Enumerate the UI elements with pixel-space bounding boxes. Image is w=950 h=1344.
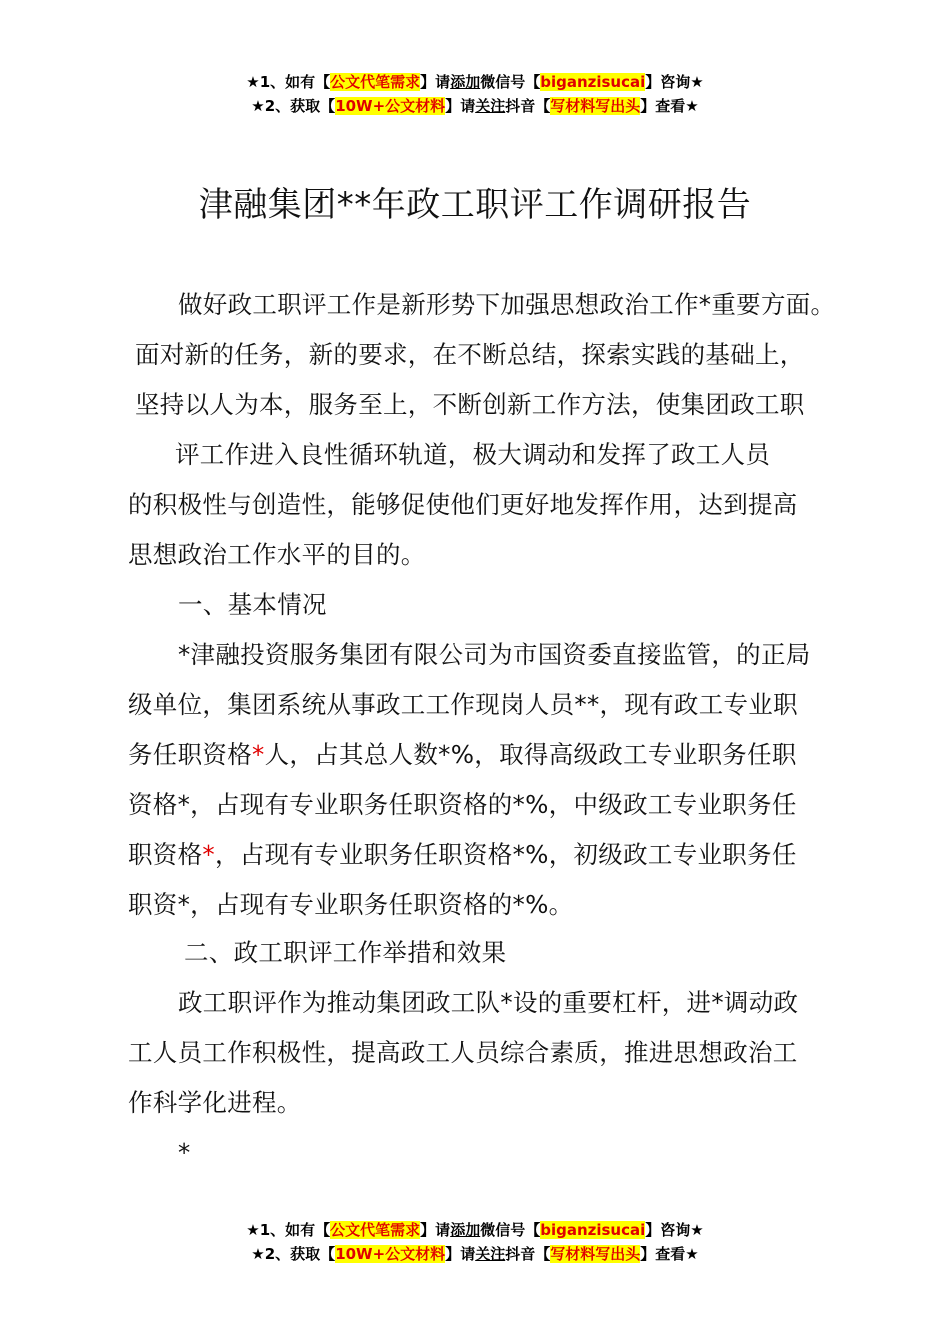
document-title: 津融集团**年政工职评工作调研报告 — [198, 185, 752, 225]
intro-line-4: 评工作进入良性循环轨道，极大调动和发挥了政工人员 — [175, 440, 771, 469]
promo-banner-bottom — [0, 1218, 950, 1266]
promo-line-1: ★1、如有【公文代笔需求】请添加微信号【biganzisucai】咨询★ — [246, 1221, 704, 1239]
intro-line-2: 面对新的任务，新的要求，在不断总结，探索实践的基础上， — [135, 340, 805, 369]
highlight-wechat-id: biganzisucai — [540, 1221, 646, 1239]
basic-line-4: 资格*，占现有专业职务任职资格的*%，中级政工专业职务任 — [128, 790, 797, 819]
red-asterisk: * — [252, 740, 265, 769]
promo-banner-top — [0, 70, 950, 118]
highlight-wechat-id: biganzisucai — [540, 73, 646, 91]
measures-line-2: 工人员工作积极性，提高政工人员综合素质，推进思想政治工 — [128, 1038, 798, 1067]
basic-line-2: 级单位，集团系统从事政工工作现岗人员**，现有政工专业职 — [128, 690, 798, 719]
promo-line-2: ★2、获取【10W+公文材料】请关注抖音【写材料写出头】查看★ — [251, 97, 699, 115]
underlined-add: 添加 — [450, 73, 481, 91]
intro-line-3: 坚持以人为本，服务至上，不断创新工作方法，使集团政工职 — [135, 390, 805, 419]
highlight-douyin: 写材料写出头 — [550, 97, 641, 115]
highlight-materials: 10W+公文材料 — [335, 1245, 446, 1263]
trailing-asterisk: * — [178, 1138, 191, 1167]
promo-line-1: ★1、如有【公文代笔需求】请添加微信号【biganzisucai】咨询★ — [246, 73, 704, 91]
intro-line-6: 思想政治工作水平的目的。 — [128, 540, 426, 569]
section-heading-basic: 一、基本情况 — [178, 590, 327, 619]
red-asterisk: * — [202, 840, 215, 869]
highlight-service: 公文代笔需求 — [330, 1221, 421, 1239]
basic-line-3: 务任职资格*人，占其总人数*%，取得高级政工专业职务任职 — [128, 740, 797, 769]
measures-line-3: 作科学化进程。 — [128, 1088, 302, 1117]
underlined-follow: 关注 — [475, 97, 506, 115]
promo-line-2: ★2、获取【10W+公文材料】请关注抖音【写材料写出头】查看★ — [251, 1245, 699, 1263]
underlined-follow: 关注 — [475, 1245, 506, 1263]
highlight-materials: 10W+公文材料 — [335, 97, 446, 115]
intro-line-5: 的积极性与创造性，能够促使他们更好地发挥作用，达到提高 — [128, 490, 798, 519]
highlight-service: 公文代笔需求 — [330, 73, 421, 91]
underlined-add: 添加 — [450, 1221, 481, 1239]
basic-line-6: 职资*，占现有专业职务任职资格的*%。 — [128, 890, 574, 919]
basic-line-5: 职资格*，占现有专业职务任职资格*%，初级政工专业职务任 — [128, 840, 797, 869]
intro-line-1: 做好政工职评工作是新形势下加强思想政治工作*重要方面。 — [178, 290, 836, 319]
section-heading-measures: 二、政工职评工作举措和效果 — [184, 938, 507, 967]
basic-line-1: *津融投资服务集团有限公司为市国资委直接监管，的正局 — [178, 640, 811, 669]
measures-line-1: 政工职评作为推动集团政工队*设的重要杠杆，进*调动政 — [178, 988, 799, 1017]
highlight-douyin: 写材料写出头 — [550, 1245, 641, 1263]
